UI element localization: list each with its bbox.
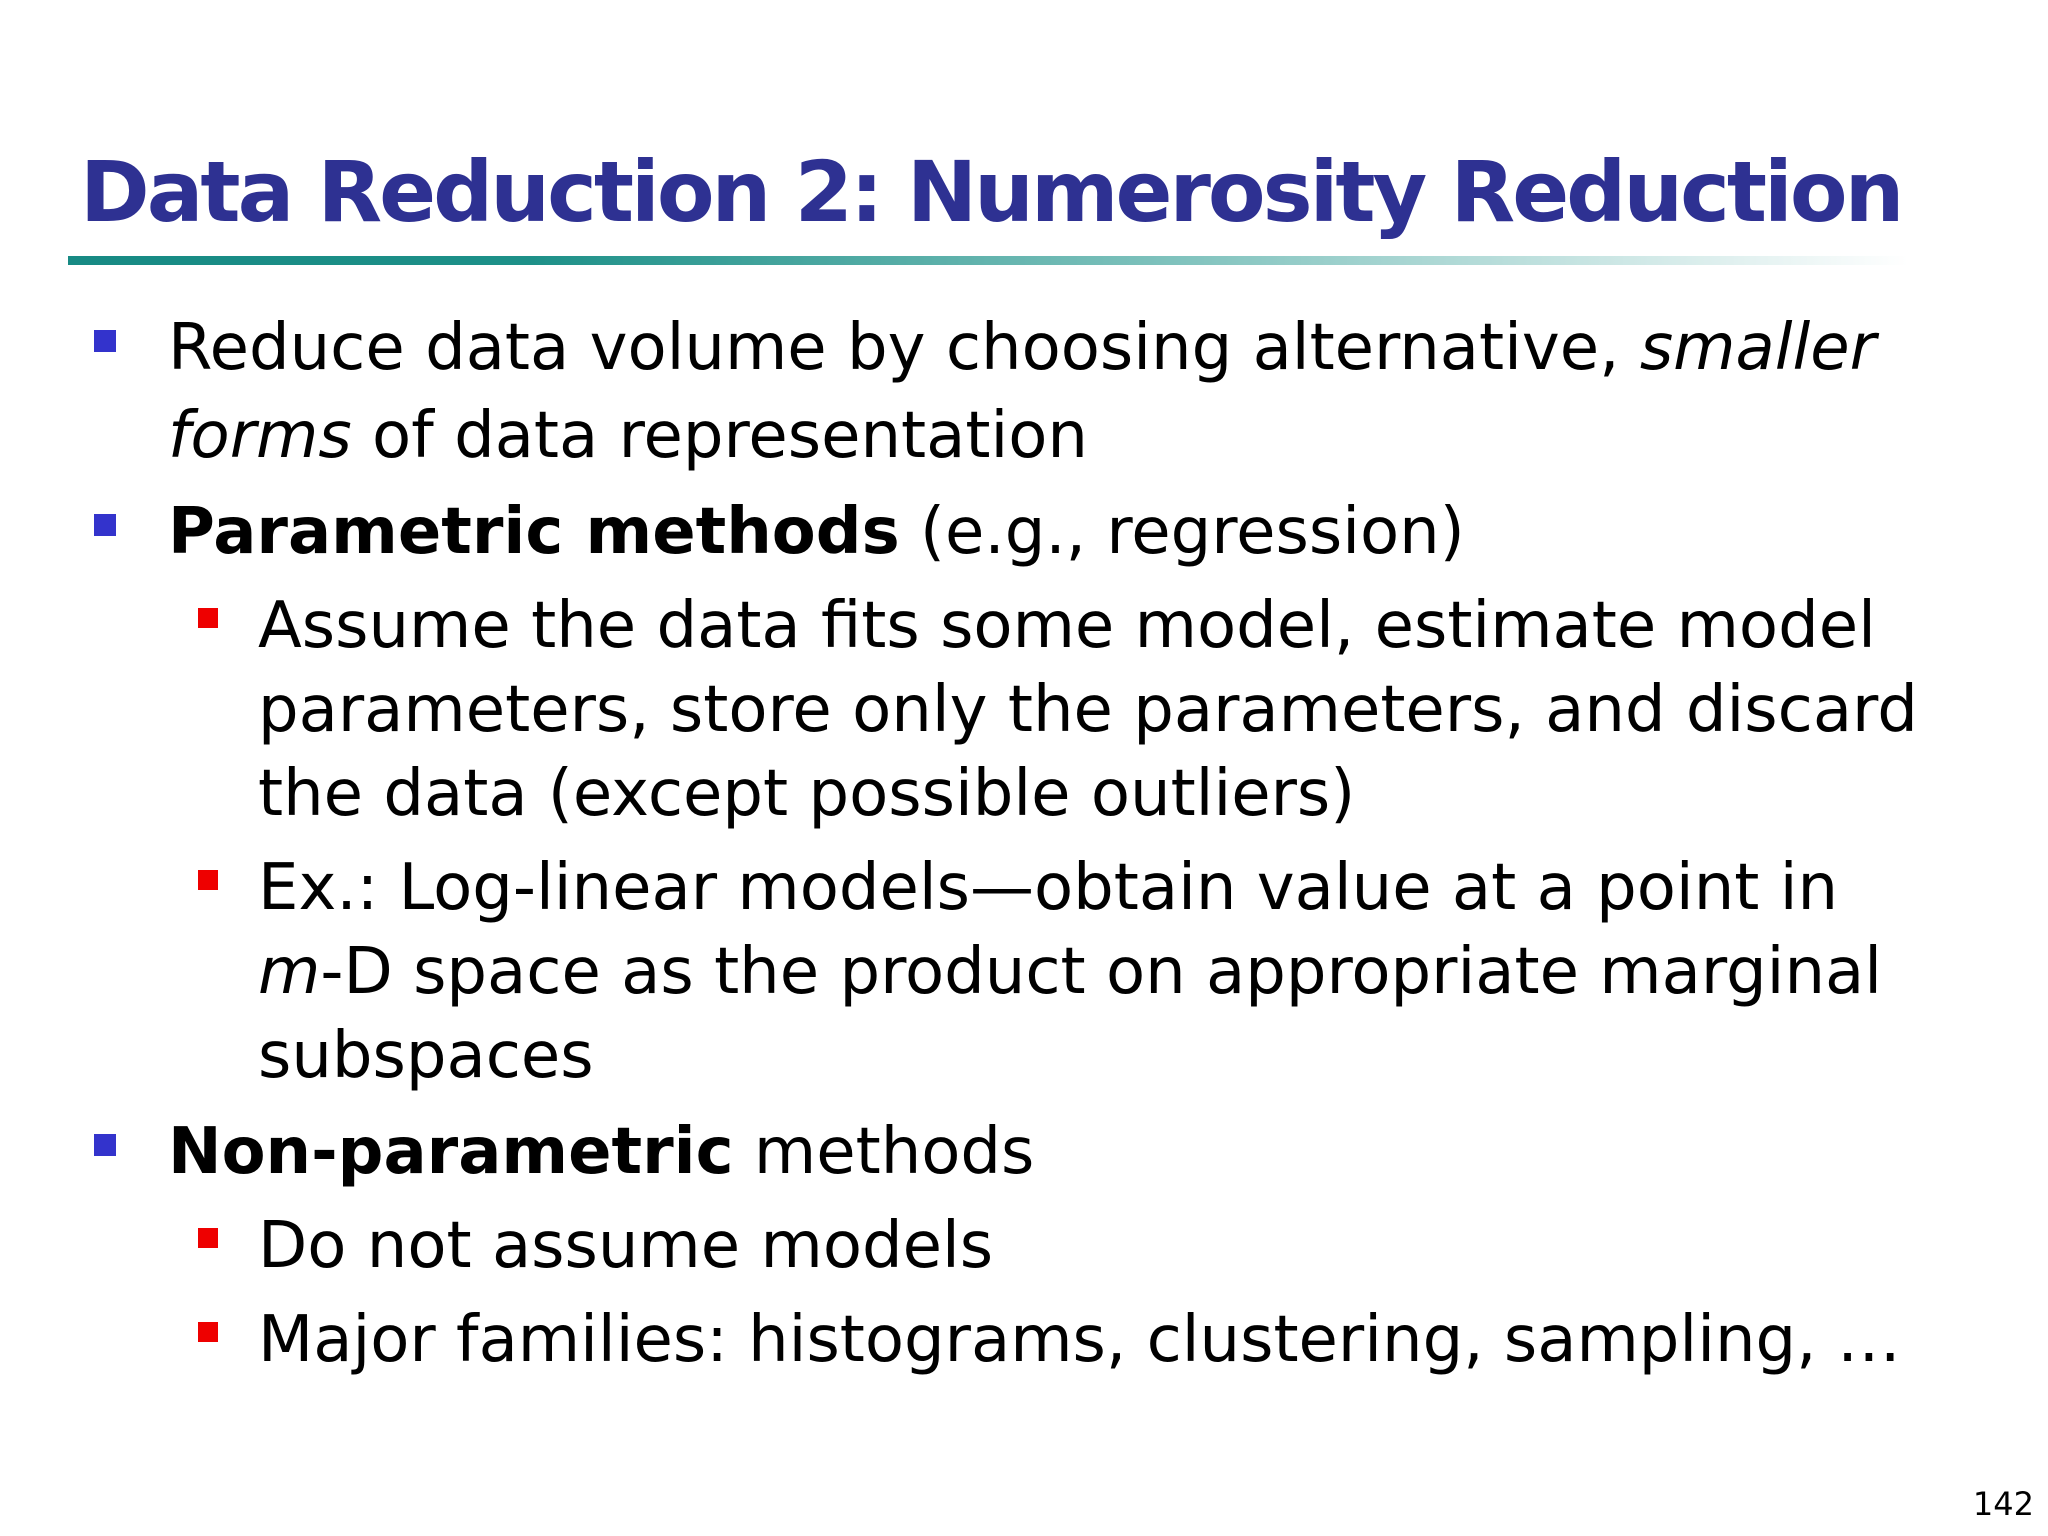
bullet-list bbox=[0, 300, 2048, 1388]
square-bullet-icon bbox=[94, 330, 116, 352]
square-bullet-icon bbox=[94, 1134, 116, 1156]
square-bullet-icon bbox=[198, 870, 218, 890]
square-bullet-icon bbox=[198, 608, 218, 628]
bullet-text: Reduce data volume by choosing alternative, smaller forms of data representation bbox=[168, 311, 1876, 473]
bullet-text: Non-parametric methods bbox=[168, 1115, 1035, 1189]
bullet-item-parametric-methods bbox=[0, 484, 2048, 580]
square-bullet-icon bbox=[198, 1322, 218, 1342]
title-underline bbox=[68, 256, 1908, 265]
bullet-item-reduce-volume bbox=[0, 300, 2048, 484]
bullet-item-non-parametric bbox=[0, 1104, 2048, 1200]
bullet-text: Parametric methods (e.g., regression) bbox=[168, 495, 1465, 569]
square-bullet-icon bbox=[94, 514, 116, 536]
slide-number: 142 bbox=[1972, 1485, 2034, 1523]
sub-bullet-item-major-families bbox=[0, 1294, 2048, 1388]
sub-bullet-item-assume-model bbox=[0, 580, 2048, 842]
sub-bullet-item-log-linear bbox=[0, 842, 2048, 1104]
sub-bullet-text: Ex.: Log-linear models—obtain value at a point in m-D space as the product on appropriate marginal subspaces bbox=[258, 851, 1882, 1093]
slide-title: Data Reduction 2: Numerosity Reduction bbox=[80, 143, 1902, 241]
square-bullet-icon bbox=[198, 1228, 218, 1248]
sub-bullet-text: Do not assume models bbox=[258, 1209, 994, 1283]
sub-bullet-text: Major families: histograms, clustering, sampling, … bbox=[258, 1303, 1901, 1377]
sub-bullet-text: Assume the data fits some model, estimate model parameters, store only the parameters, and discard the data (except possible outliers) bbox=[258, 589, 1918, 831]
sub-bullet-item-no-models bbox=[0, 1200, 2048, 1294]
